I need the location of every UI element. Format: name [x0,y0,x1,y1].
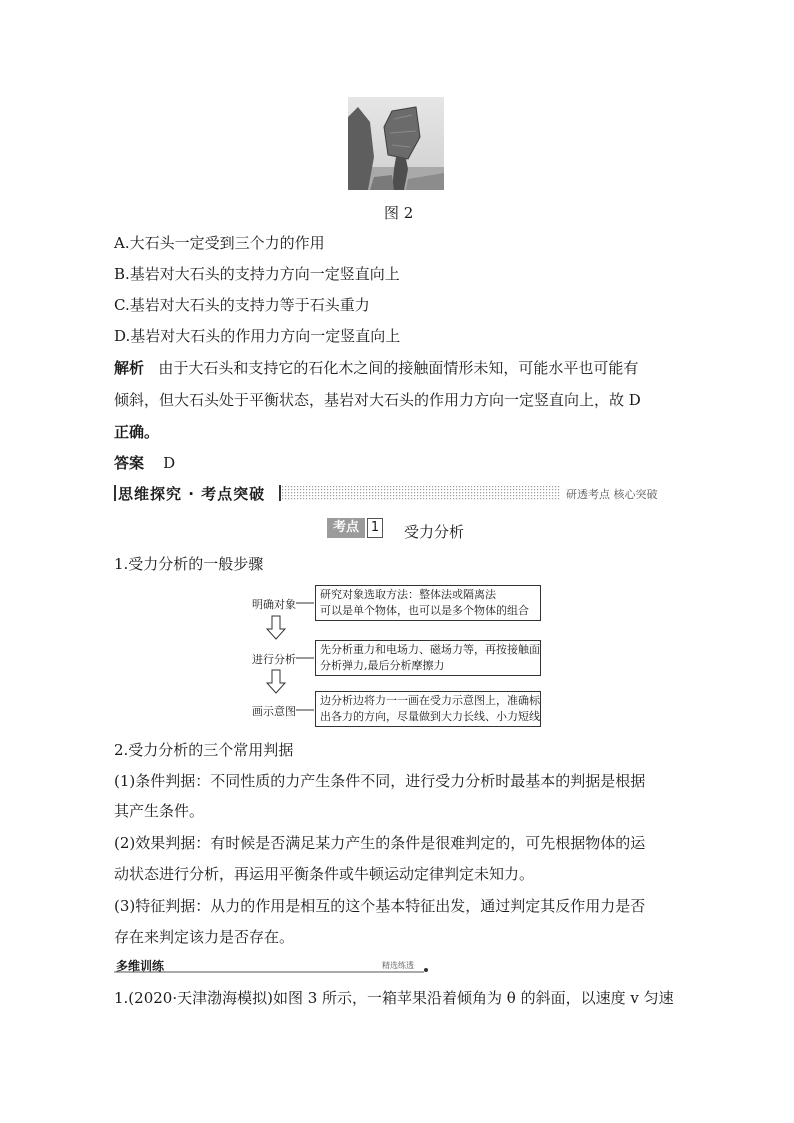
flow-step-2-label: 进行分析 [252,653,296,666]
flow-step-3-box [315,691,541,727]
kaodian-label: 考点 [327,518,365,538]
kaodian-title: 受力分析 [404,523,465,541]
criterion-2-line-2: 动状态进行分析，再运用平衡条件或牛顿运动定律判定未知力。 [114,865,535,883]
flow-step-3-line-2: 出各力的方向，尽量做到大力长线、小力短线 [320,710,540,723]
kaodian-number: 1 [367,518,383,538]
analysis-label: 解析 [114,359,145,377]
answer-line [114,452,175,474]
answer-label: 答案 [114,454,145,472]
flow-step-2-box [315,640,541,676]
flow-step-1-label: 明确对象 [252,598,296,611]
section1-heading: 1.受力分析的一般步骤 [114,555,264,573]
criterion-3-line-1: (3)特征判据：从力的作用是相互的这个基本特征出发，通过判定其反作用力是否 [114,897,646,915]
option-a: A.大石头一定受到三个力的作用 [114,234,325,252]
answer-value: D [163,454,176,472]
drill-subtitle: 精选练透 [382,961,414,970]
flow-step-1-box [315,585,541,621]
criterion-1-line-1: (1)条件判据：不同性质的力产生条件不同，进行受力分析时最基本的判据是根据 [114,772,646,790]
flow-step-1-line-1: 研究对象选取方法：整体法或隔离法 [320,588,496,601]
option-b: B.基岩对大石头的支持力方向一定竖直向上 [114,265,400,283]
question-1: 1.(2020·天津渤海模拟)如图 3 所示，一箱苹果沿着倾角为 θ 的斜面，以速度 v 匀速 [114,989,674,1007]
analysis-line-3: 正确。 [114,423,160,441]
option-d: D.基岩对大石头的作用力方向一定竖直向上 [114,327,401,345]
banner-title: 思维探究 · 考点突破 [118,485,266,503]
analysis-line-1 [114,357,638,379]
figure-caption: 图 2 [384,204,414,222]
drill-title: 多维训练 [116,959,165,973]
flow-step-2-line-2: 分析弹力,最后分析摩擦力 [320,659,445,672]
criterion-3-line-2: 存在来判定该力是否存在。 [114,928,295,946]
kaodian-badge [327,518,383,538]
option-c: C.基岩对大石头的支持力等于石头重力 [114,296,370,314]
analysis-text-1: 由于大石头和支持它的石化木之间的接触面情形未知，可能水平也可能有 [158,359,639,377]
analysis-line-2: 倾斜，但大石头处于平衡状态，基岩对大石头的作用力方向一定竖直向上，故 D [114,391,641,409]
force-analysis-flowchart [248,583,548,733]
balancing-rock-photo [348,97,444,190]
section2-heading: 2.受力分析的三个常用判据 [114,741,294,759]
banner-subtitle: 研透考点 核心突破 [566,488,658,501]
flow-step-3-line-1: 边分析边将力一一画在受力示意图上，准确标 [320,694,540,707]
flow-step-2-line-1: 先分析重力和电场力、磁场力等，再按接触面 [320,643,540,656]
flow-step-3-label: 画示意图 [252,705,296,718]
flow-step-1-line-2: 可以是单个物体，也可以是多个物体的组合 [320,604,529,617]
criterion-2-line-1: (2)效果判据：有时候是否满足某力产生的条件是很难判定的，可先根据物体的运 [114,834,646,852]
criterion-1-line-2: 其产生条件。 [114,802,205,820]
